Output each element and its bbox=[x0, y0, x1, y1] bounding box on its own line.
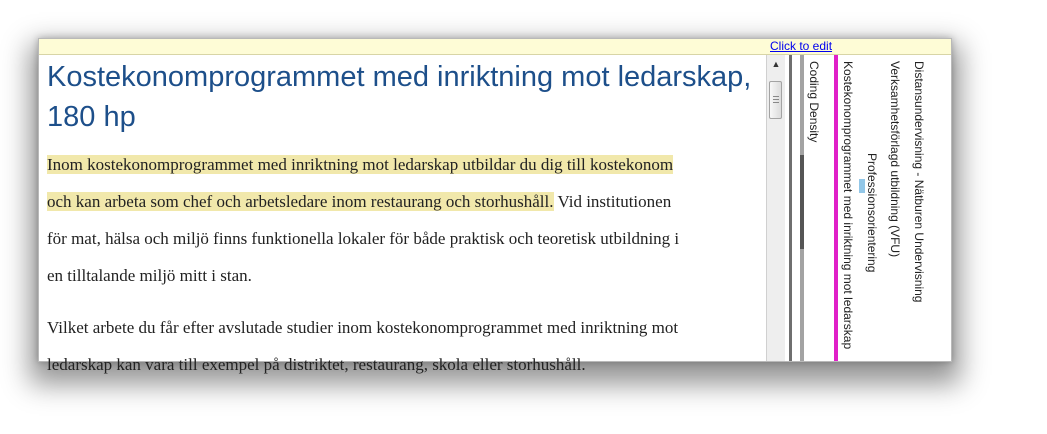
code-label-vfu[interactable]: Verksamhetsförlagd utbildning (VFU) bbox=[888, 61, 902, 258]
paragraph-1-line-4: en tilltalande miljö mitt i stan. bbox=[47, 266, 252, 285]
paragraph-1-line-3: för mat, hälsa och miljö finns funktionella lokaler för både praktisk och teoretisk utbildning i bbox=[47, 229, 680, 248]
scrollbar-thumb[interactable] bbox=[769, 81, 782, 119]
scroll-up-arrow-icon[interactable]: ▲ bbox=[771, 59, 781, 69]
code-stripe-kostekonomprogrammet[interactable] bbox=[834, 55, 838, 361]
code-label-distansundervisning[interactable]: Distansundervisning - Nätburen Undervisning bbox=[912, 61, 926, 303]
document-window bbox=[38, 38, 952, 374]
paragraph-2-line-1: Vilket arbete du får efter avslutade studier inom kostekonomprogrammet med inriktning mot bbox=[47, 318, 679, 337]
edit-bar bbox=[39, 39, 951, 55]
coding-density-bar bbox=[800, 55, 804, 361]
coded-highlight[interactable]: och kan arbeta som chef och arbetsledare inom restaurang och storhushåll. bbox=[47, 192, 554, 211]
code-label-professionsorientering[interactable]: Professionsorientering bbox=[865, 153, 879, 273]
click-to-edit-link[interactable]: Click to edit bbox=[770, 39, 833, 53]
code-label-kostekonomprogrammet[interactable]: Kostekonomprogrammet med inriktning mot ledarskap bbox=[841, 61, 855, 350]
coding-density-label: Coding Density bbox=[807, 61, 821, 143]
coded-highlight[interactable]: Inom kostekonomprogrammet med inriktning mot ledarskap utbildar du dig till kostekonom bbox=[47, 155, 674, 174]
coding-density-fill bbox=[800, 155, 804, 249]
paragraph-2-line-2: ledarskap kan vara till exempel på distriktet, restaurang, skola eller storhushåll. bbox=[47, 355, 586, 374]
document-title: Kostekonomprogrammet med inriktning mot ledarskap, 180 hp bbox=[47, 61, 752, 133]
document-view[interactable] bbox=[39, 55, 768, 374]
coding-stripes-panel bbox=[792, 55, 951, 361]
paragraph-text: Vid institutionen bbox=[553, 192, 672, 211]
vertical-scrollbar[interactable] bbox=[766, 55, 785, 361]
